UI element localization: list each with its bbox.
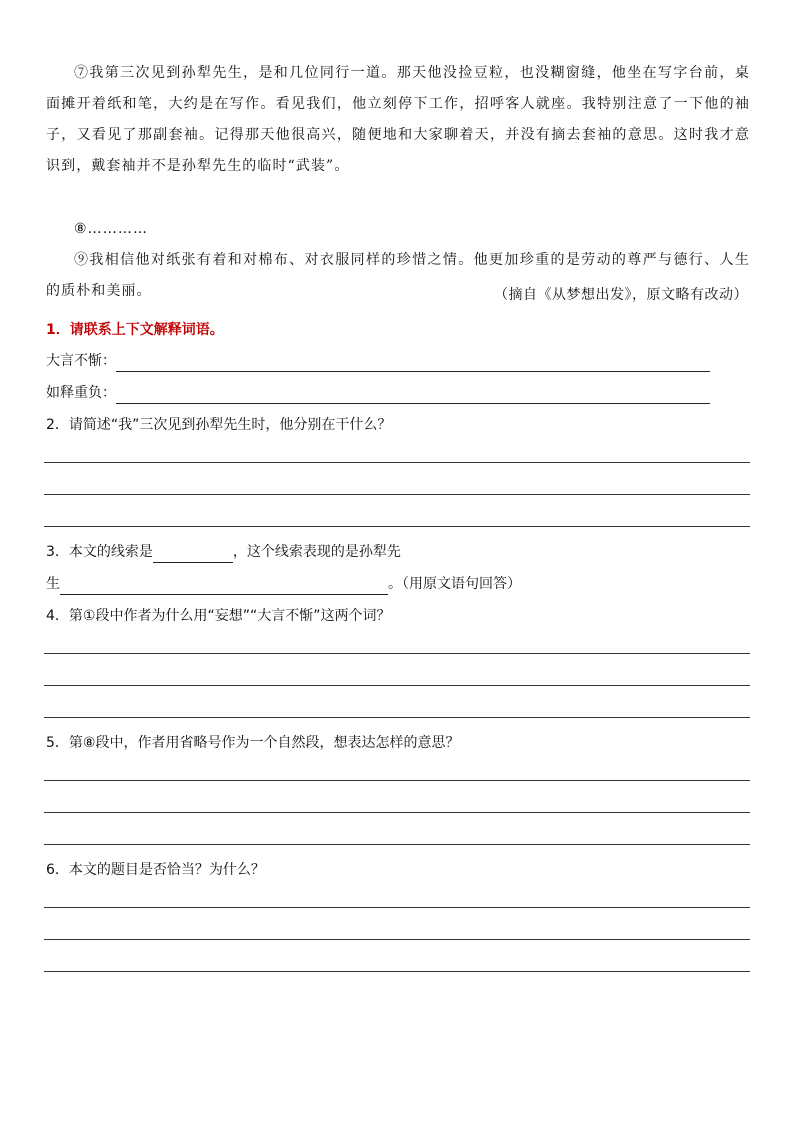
paragraph-9: ⑨我相信他对纸张有着和对棉布、对衣服同样的珍惜之情。他更加珍重的是劳动的尊严与德行、人生的质朴和美丽。 bbox=[46, 252, 750, 299]
question-3-text-d: 。（用原文语句回答） bbox=[388, 576, 521, 592]
question-3-line-1 bbox=[46, 541, 401, 563]
answer-line[interactable] bbox=[44, 780, 750, 781]
source-citation: （摘自《从梦想出发》，原文略有改动） bbox=[494, 287, 748, 303]
answer-line[interactable] bbox=[44, 939, 750, 940]
clue-blank[interactable] bbox=[153, 546, 233, 563]
answer-line[interactable] bbox=[44, 971, 750, 972]
answer-line[interactable] bbox=[44, 653, 750, 654]
question-3-text-b: ，这个线索表现的是孙犁先 bbox=[232, 544, 401, 560]
answer-line[interactable] bbox=[44, 526, 750, 527]
answer-line[interactable] bbox=[44, 494, 750, 495]
question-3-text-a: 3．本文的线索是 bbox=[46, 544, 153, 560]
question-3-text-c: 生 bbox=[46, 576, 60, 592]
question-1-item-1 bbox=[46, 350, 710, 372]
answer-blank-1[interactable] bbox=[116, 355, 710, 372]
question-4-title: 4．第①段中作者为什么用“妄想”“大言不惭”这两个词？ bbox=[46, 608, 391, 624]
answer-line[interactable] bbox=[44, 685, 750, 686]
term-label-2: 如释重负： bbox=[46, 385, 116, 401]
answer-line[interactable] bbox=[44, 844, 750, 845]
answer-blank-2[interactable] bbox=[116, 387, 710, 404]
question-6-title: 6．本文的题目是否恰当？为什么？ bbox=[46, 862, 265, 878]
quote-blank[interactable] bbox=[60, 578, 388, 595]
question-2-title: 2．请简述“我”三次见到孙犁先生时，他分别在干什么？ bbox=[46, 417, 392, 433]
question-3-line-2 bbox=[46, 573, 521, 595]
question-1-item-2 bbox=[46, 382, 710, 404]
paragraph-7: ⑦我第三次见到孙犁先生，是和几位同行一道。那天他没捡豆粒，也没糊窗缝，他坐在写字台前，桌面摊开着纸和笔，大约是在写作。看见我们，他立刻停下工作，招呼客人就座。我特别注意了一下他的袖子，又看见了那副套袖。记得那天他很高兴，随便地和大家聊着天，并没有摘去套袖的意思。这时我才意识到，戴套袖并不是孙犁先生的临时“武装”。 bbox=[46, 65, 750, 174]
answer-line[interactable] bbox=[44, 462, 750, 463]
term-label-1: 大言不惭： bbox=[46, 353, 116, 369]
answer-line[interactable] bbox=[44, 717, 750, 718]
question-1-title: 1．请联系上下文解释词语。 bbox=[46, 322, 224, 338]
paragraph-8-ellipsis: ⑧………… bbox=[74, 221, 149, 237]
answer-line[interactable] bbox=[44, 812, 750, 813]
question-5-title: 5．第⑧段中，作者用省略号作为一个自然段，想表达怎样的意思？ bbox=[46, 735, 460, 751]
answer-line[interactable] bbox=[44, 907, 750, 908]
